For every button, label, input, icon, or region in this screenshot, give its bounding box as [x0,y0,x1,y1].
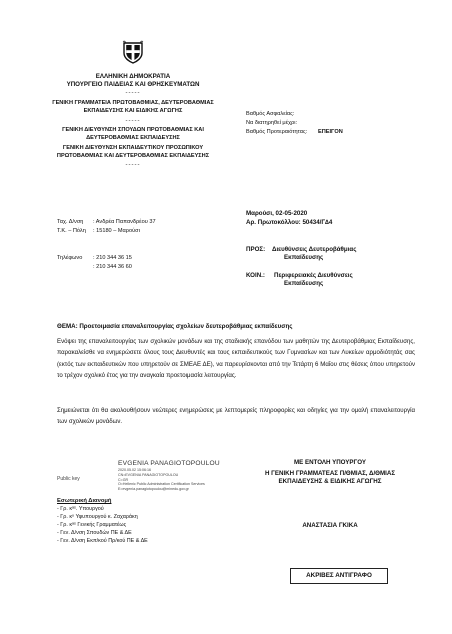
subject-line: ΘΕΜΑ: Προετοιμασία επαναλειτουργίας σχολείων δευτεροβάθμιας εκπαίδευσης [57,323,293,330]
signatory-title-line-1: Η ΓΕΝΙΚΗ ΓΡΑΜΜΑΤΕΑΣ Π/ΘΜΙΑΣ, Δ/ΘΜΙΑΣ [264,470,396,477]
digital-signature-stamp [118,460,238,512]
body-paragraph-1: Ενόψει της επαναλειτουργίας των σχολικών μονάδων και της σταδιακής επανόδου των μαθητών της Δευτεροβάθμιας Εκπαίδευσης, παρακαλείσθε να ενημερώσετε όλους τους Διευθυντές και τους εκπαιδευτικούς των Γυμνασίων και των Λυκείων αρμοδιότητάς σας (εκτός των εκπαιδευτικών που υπηρετούν σε ΣΜΕΑΕ ΔΕ), να παρευρίσκονται από την Τετάρτη 6 Μαΐου στις θέσεις όπου υπηρετούν το τρέχον σχολικό έτος για την αναγκαία προετοιμασία λειτουργίας. [57,338,415,380]
phone-value-2: : 210 344 36 60 [93,264,132,270]
distribution-item: - Γρ. κᵘ Υφυπουργού κ. Ζαχαράκη [57,514,138,520]
signatory-title-line-2: ΕΚΠΑΙΔΕΥΣΗΣ & ΕΙΔΙΚΗΣ ΑΓΩΓΗΣ [278,478,382,485]
distribution-item: - Γρ. κᵃˢ. Υπουργού [57,506,104,512]
directorate-studies-line-1: ΓΕΝΙΚΗ ΔΙΕΥΘΥΝΣΗ ΣΠΟΥΔΩΝ ΠΡΩΤΟΒΑΘΜΙΑΣ ΚΑΙ [62,127,204,133]
signature-detail: E=evgenia.panagiotopoulou@minedu.gov.gr [118,486,189,491]
directorate-staff-line-2: ΠΡΩΤΟΒΑΘΜΙΑΣ ΚΑΙ ΔΕΥΤΕΡΟΒΑΘΜΙΑΣ ΕΚΠΑΙΔΕΥΣΗΣ [56,152,210,159]
signatory-name: ΑΝΑΣΤΑΣΙΑ ΓΚΙΚΑ [302,522,358,529]
cc-label: ΚΟΙΝ.: [246,272,265,279]
signer-name-large: EVGENIA PANAGIOTOPOULOU [118,460,220,467]
street-label: Ταχ. Δ/νση [57,219,84,225]
postal-label: Τ.Κ. – Πόλη [57,228,86,234]
signature-date: 2020.05.02 15:06:16 [118,468,151,472]
to-recipient-line-1: Διευθύνσεις Δευτεροβάθμιας [272,246,357,253]
internal-distribution-title: Εσωτερική Διανομή [57,498,112,504]
security-level-label: Βαθμός Ασφαλείας: [246,111,295,117]
signature-detail: C=GR [118,477,129,482]
phone-value-1: : 210 344 36 15 [93,255,132,261]
priority-label: Βαθμός Προτεραιότητας: [246,129,308,135]
certified-copy-stamp: ΑΚΡΙΒΕΣ ΑΝΤΙΓΡΑΦΟ [290,568,388,584]
separator: ----- [125,90,141,96]
directorate-staff-line-1: ΓΕΝΙΚΗ ΔΙΕΥΘΥΝΣΗ ΕΚΠΑΙΔΕΥΤΙΚΟΥ ΠΡΟΣΩΠΙΚΟΥ [62,145,204,151]
separator: ----- [125,162,141,168]
street-value: : Ανδρέα Παπανδρέου 37 [93,219,156,225]
order-line: ΜΕ ΕΝΤΟΛΗ ΥΠΟΥΡΓΟΥ [293,459,367,466]
body-paragraph-2: Σημειώνεται ότι θα ακολουθήσουν νεώτερες ενημερώσεις με λεπτομερείς πληροφορίες και οδηγίες για την ομαλή επαναλειτουργία των σχολικών μονάδων. [57,407,415,426]
priority-value: ΕΠΕΙΓΟΝ [318,129,343,135]
retention-label: Να διατηρηθεί μέχρι: [246,120,298,126]
signature-detail: CN=EVGENIA PANAGIOTOPOULOU [118,473,179,477]
ministry-title: ΥΠΟΥΡΓΕΙΟ ΠΑΙΔΕΙΑΣ ΚΑΙ ΘΡΗΣΚΕΥΜΑΤΩΝ [66,81,200,88]
distribution-item: - Γρ. κᵃˢ Γενικής Γραμματέως [57,522,127,528]
distribution-item: - Γεν. Δ/νση Σπουδών ΠΕ & ΔΕ [57,530,132,536]
greek-coat-of-arms-icon [122,40,144,64]
cc-recipient-line-2: Εκπαίδευσης [284,280,324,287]
republic-title: ΕΛΛΗΝΙΚΗ ΔΗΜΟΚΡΑΤΙΑ [95,73,171,80]
place-date: Μαρούσι, 02-05-2020 [246,210,308,217]
phone-label: Τηλέφωνο [57,255,83,261]
general-secretariat-line-2: ΕΚΠΑΙΔΕΥΣΗΣ ΚΑΙ ΕΙΔΙΚΗΣ ΑΓΩΓΗΣ [83,107,183,114]
separator: ----- [125,118,141,124]
to-recipient-line-2: Εκπαίδευσης [284,254,324,261]
general-secretariat-line-1: ΓΕΝΙΚΗ ΓΡΑΜΜΑΤΕΙΑ ΠΡΩΤΟΒΑΘΜΙΑΣ, ΔΕΥΤΕΡΟΒΑΘΜΙΑΣ [52,100,214,106]
directorate-studies-line-2: ΔΕΥΤΕΡΟΒΑΘΜΙΑΣ ΕΚΠΑΙΔΕΥΣΗΣ [86,134,180,141]
signature-detail: O=Hellenic Public Administration Certification Services [118,482,205,486]
public-key-label: Public key [57,476,80,482]
to-label: ΠΡΟΣ: [246,246,266,253]
cc-recipient-line-1: Περιφερειακές Διευθύνσεις [274,272,353,279]
distribution-item: - Γεν. Δ/νση Εκπ/κού Πρ/κού ΠΕ & ΔΕ [57,538,148,544]
protocol-number: Αρ. Πρωτοκόλλου: 50434/Γ∆4 [246,219,333,226]
postal-value: : 15180 – Μαρούσι [93,228,140,234]
